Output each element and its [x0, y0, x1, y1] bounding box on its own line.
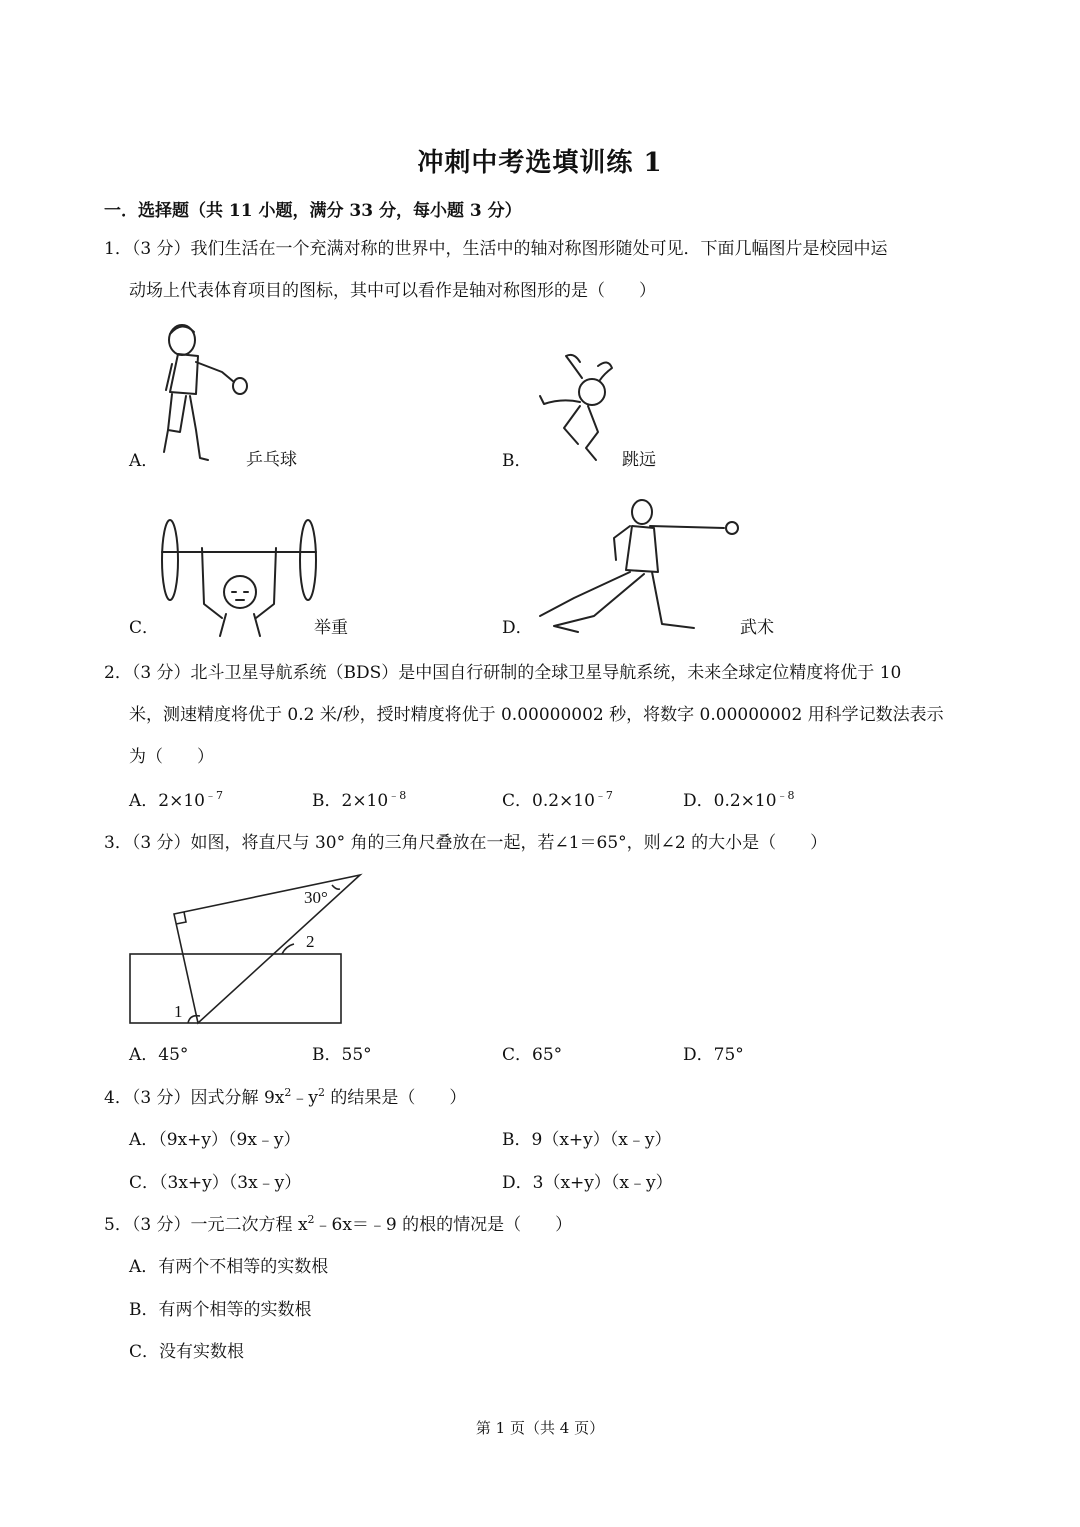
- ruler-triangle-figure: [126, 872, 366, 1028]
- q5-option-c-label: C．: [129, 1342, 160, 1362]
- q2-option-c: [502, 789, 613, 811]
- angle-30-arc: [332, 885, 340, 889]
- q5-stem-prefix: 5．（3 分）一元二次方程 x: [104, 1215, 308, 1235]
- q3-option-a-label: A．: [129, 1045, 159, 1065]
- weightlifting-figure: [156, 518, 322, 636]
- q4-stem-suffix: 的结果是（ ）: [324, 1088, 467, 1108]
- q5-stem-sup: 2: [307, 1213, 315, 1226]
- q4-option-d: [502, 1175, 673, 1192]
- option-b-caption: 跳远: [622, 450, 656, 470]
- q4-stem-sup2: 2: [317, 1086, 325, 1099]
- q2-stem-line2: 米，测速精度将优于 0.2 米/秒，授时精度将优于 0.00000002 秒，将数字 0.00000002 用科学记数法表示: [129, 705, 944, 725]
- q2-stem-line1: 2．（3 分）北斗卫星导航系统（BDS）是中国自行研制的全球卫星导航系统，未来全球定位精度将优于 10: [104, 663, 902, 683]
- q2-option-d: [683, 789, 795, 811]
- q5-option-a-text: 有两个不相等的实数根: [158, 1257, 329, 1277]
- q3-option-b-label: B．: [312, 1045, 342, 1065]
- angle-2-label: 2: [306, 932, 315, 951]
- q5-option-b: [129, 1302, 312, 1319]
- q5-option-c-text: 没有实数根: [159, 1342, 245, 1362]
- q5-option-b-label: B．: [129, 1300, 159, 1320]
- q2-option-a-label: A．: [129, 791, 159, 811]
- q2-option-b-label: B．: [312, 791, 342, 811]
- q5-option-a: [129, 1259, 328, 1276]
- q3-option-c-label: C．: [502, 1045, 533, 1065]
- q2-option-c-label: C．: [502, 791, 533, 811]
- triangle-set-square: [174, 875, 360, 1023]
- q2-option-d-exp: ﹣8: [776, 789, 795, 802]
- q1-stem-line2: 动场上代表体育项目的图标，其中可以看作是轴对称图形的是（ ）: [129, 281, 656, 301]
- q3-option-d-text: 75°: [713, 1045, 744, 1065]
- long-jump-figure: [534, 348, 620, 466]
- q1-stem-line1: 1．（3 分）我们生活在一个充满对称的世界中，生活中的轴对称图形随处可见．下面几幅图片是校园中运: [104, 239, 888, 259]
- q2-option-a-base: 2×10: [158, 791, 205, 811]
- option-c-caption: 举重: [314, 618, 348, 638]
- q2-option-c-base: 0.2×10: [532, 791, 595, 811]
- q3-option-a: [129, 1047, 188, 1064]
- q2-option-c-exp: ﹣7: [594, 789, 613, 802]
- q3-option-c: [502, 1047, 562, 1064]
- q2-option-a: [129, 789, 223, 811]
- q3-option-d-label: D．: [683, 1045, 714, 1065]
- q4-option-c-text: （3x+y）（3x﹣y）: [159, 1173, 302, 1193]
- q5-option-b-text: 有两个相等的实数根: [158, 1300, 312, 1320]
- q5-option-a-label: A．: [129, 1257, 159, 1277]
- option-a-label: A．: [129, 451, 159, 471]
- q5-stem-suffix: ﹣6x＝﹣9 的根的情况是（ ）: [314, 1215, 573, 1235]
- q2-option-b-base: 2×10: [341, 791, 389, 811]
- page-title: 冲刺中考选填训练 1: [417, 148, 663, 178]
- martial-arts-figure: [534, 498, 744, 638]
- q4-option-d-label: D．: [502, 1173, 533, 1193]
- angle-30-label: 30°: [304, 888, 328, 907]
- option-b-label: B．: [502, 451, 532, 471]
- q3-option-b: [312, 1047, 372, 1064]
- option-c-label: C．: [129, 618, 160, 638]
- q2-stem-line3: 为（ ）: [129, 747, 214, 767]
- q4-option-c: [129, 1175, 301, 1192]
- table-tennis-figure: [160, 320, 260, 468]
- q4-option-c-label: C．: [129, 1173, 160, 1193]
- q2-option-d-label: D．: [683, 791, 714, 811]
- q2-option-a-exp: ﹣7: [204, 789, 223, 802]
- q3-option-a-text: 45°: [158, 1045, 189, 1065]
- q4-option-b-text: 9（x+y）（x﹣y）: [531, 1130, 672, 1150]
- q4-option-a-text: （9x+y）（9x﹣y）: [158, 1130, 301, 1150]
- q2-option-b: [312, 789, 407, 811]
- q4-stem-sup1: 2: [284, 1086, 292, 1099]
- q4-stem-mid: ﹣y: [291, 1088, 318, 1108]
- q4-stem: [104, 1086, 467, 1108]
- q4-option-b: [502, 1132, 671, 1149]
- q3-stem: 3．（3 分）如图，将直尺与 30° 角的三角尺叠放在一起，若∠1＝65°，则∠2 的大小是（ ）: [104, 833, 828, 853]
- q5-stem: [104, 1213, 573, 1235]
- q3-option-c-text: 65°: [532, 1045, 563, 1065]
- q3-option-d: [683, 1047, 744, 1064]
- q2-option-d-base: 0.2×10: [713, 791, 777, 811]
- option-d-caption: 武术: [740, 618, 774, 638]
- option-a-caption: 乒乓球: [246, 450, 297, 470]
- q5-option-c: [129, 1344, 244, 1361]
- q4-option-a-label: A．: [129, 1130, 159, 1150]
- angle-1-label: 1: [174, 1002, 183, 1021]
- q4-option-d-text: 3（x+y）（x﹣y）: [532, 1173, 673, 1193]
- section-heading: 一．选择题（共 11 小题，满分 33 分，每小题 3 分）: [104, 201, 522, 221]
- page-footer: 第 1 页（共 4 页）: [475, 1419, 605, 1437]
- q2-option-b-exp: ﹣8: [388, 789, 407, 802]
- option-d-label: D．: [502, 618, 533, 638]
- q4-option-a: [129, 1132, 301, 1149]
- q3-option-b-text: 55°: [341, 1045, 372, 1065]
- q4-stem-prefix: 4．（3 分）因式分解 9x: [104, 1088, 285, 1108]
- q4-option-b-label: B．: [502, 1130, 532, 1150]
